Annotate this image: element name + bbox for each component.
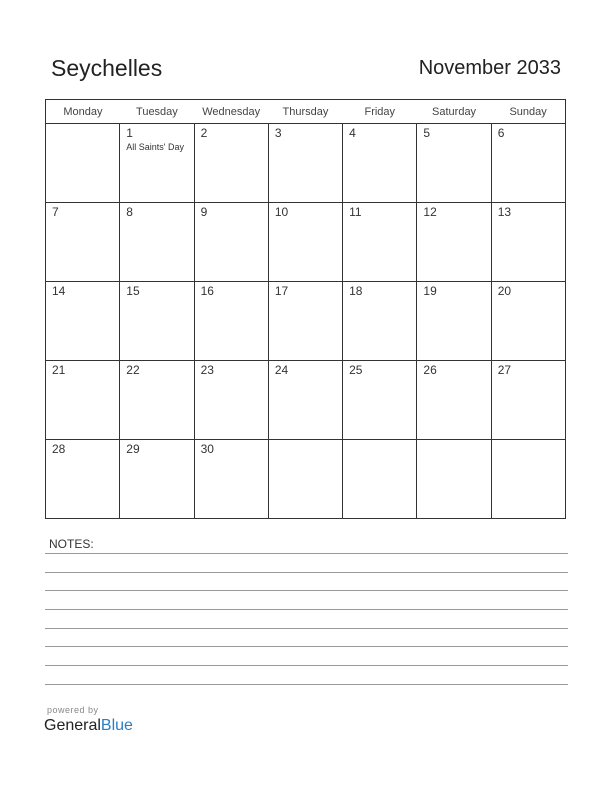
day-number: 26 (423, 363, 437, 377)
day-number: 10 (274, 205, 289, 219)
day-number: 21 (52, 363, 66, 377)
day-cell (491, 282, 565, 361)
week-row (46, 282, 566, 361)
day-cell (417, 203, 491, 282)
weekday-header: Wednesday (194, 100, 268, 124)
weekday-header-row (46, 100, 566, 124)
day-cell (194, 203, 268, 282)
day-cell (417, 361, 491, 440)
generalblue-logo (44, 717, 133, 735)
day-cell (120, 203, 194, 282)
note-line (45, 628, 568, 629)
day-cell (268, 361, 342, 440)
week-row (46, 440, 566, 519)
weekday-header: Monday (46, 100, 120, 124)
day-number: 18 (349, 284, 363, 298)
day-cell (268, 282, 342, 361)
day-number: 12 (423, 205, 437, 219)
note-line (45, 572, 568, 573)
day-number: 11 (349, 205, 362, 219)
day-number: 7 (52, 205, 59, 219)
day-number: 6 (497, 126, 505, 140)
day-cell (343, 440, 417, 519)
day-number: 25 (349, 363, 363, 377)
day-cell (343, 124, 417, 203)
weekday-header: Tuesday (120, 100, 194, 124)
day-cell (46, 124, 120, 203)
day-number: 8 (126, 205, 133, 219)
day-cell (491, 440, 565, 519)
day-cell (417, 440, 491, 519)
day-number: 24 (274, 363, 289, 377)
note-line (45, 590, 568, 591)
month-year-title: November 2033 (418, 57, 561, 79)
notes-label: NOTES: (49, 537, 94, 551)
day-number: 16 (200, 284, 214, 298)
weekday-header: Thursday (268, 100, 342, 124)
day-cell (268, 203, 342, 282)
note-line (45, 609, 568, 610)
day-number: 13 (497, 205, 512, 219)
day-cell (194, 124, 268, 203)
day-cell (46, 203, 120, 282)
day-number: 22 (126, 363, 140, 377)
day-number: 9 (200, 205, 208, 219)
day-number: 30 (200, 442, 214, 456)
day-number: 28 (52, 442, 66, 456)
day-number: 2 (200, 126, 208, 140)
day-number: 19 (423, 284, 437, 298)
day-cell (120, 124, 194, 203)
day-cell (268, 124, 342, 203)
note-line (45, 553, 568, 554)
day-number: 5 (423, 126, 431, 140)
day-number: 23 (200, 363, 214, 377)
weekday-header: Sunday (491, 100, 565, 124)
day-cell (194, 282, 268, 361)
powered-by-label: powered by (47, 705, 99, 715)
day-number: 29 (126, 442, 140, 456)
day-number: 3 (274, 126, 282, 140)
day-number: 4 (349, 126, 356, 140)
note-line (45, 665, 568, 666)
week-row (46, 361, 566, 440)
day-cell (417, 282, 491, 361)
day-number: 27 (497, 363, 512, 377)
week-row (46, 124, 566, 203)
weekday-header: Saturday (417, 100, 491, 124)
day-cell (194, 361, 268, 440)
note-line (45, 646, 568, 647)
day-number: 15 (126, 284, 140, 298)
day-cell (417, 124, 491, 203)
country-title: Seychelles (51, 55, 163, 81)
day-number: 14 (52, 284, 66, 298)
day-number: 20 (497, 284, 512, 298)
day-cell (343, 203, 417, 282)
holiday-label: All Saints' Day (126, 142, 185, 152)
day-cell (491, 361, 565, 440)
day-cell (120, 440, 194, 519)
calendar-grid (45, 99, 566, 519)
weekday-header: Friday (343, 100, 417, 124)
week-row (46, 203, 566, 282)
day-number: 1 (126, 126, 133, 140)
day-cell (46, 282, 120, 361)
day-cell (194, 440, 268, 519)
note-line (45, 684, 568, 685)
day-cell (46, 361, 120, 440)
day-cell (343, 282, 417, 361)
day-cell (268, 440, 342, 519)
day-cell (46, 440, 120, 519)
day-cell (343, 361, 417, 440)
logo-blue-text: Blue (100, 717, 133, 734)
day-cell (120, 361, 194, 440)
day-cell (491, 124, 565, 203)
day-number: 17 (274, 284, 289, 298)
day-cell (491, 203, 565, 282)
logo-general-text: General (44, 717, 101, 734)
day-cell (120, 282, 194, 361)
